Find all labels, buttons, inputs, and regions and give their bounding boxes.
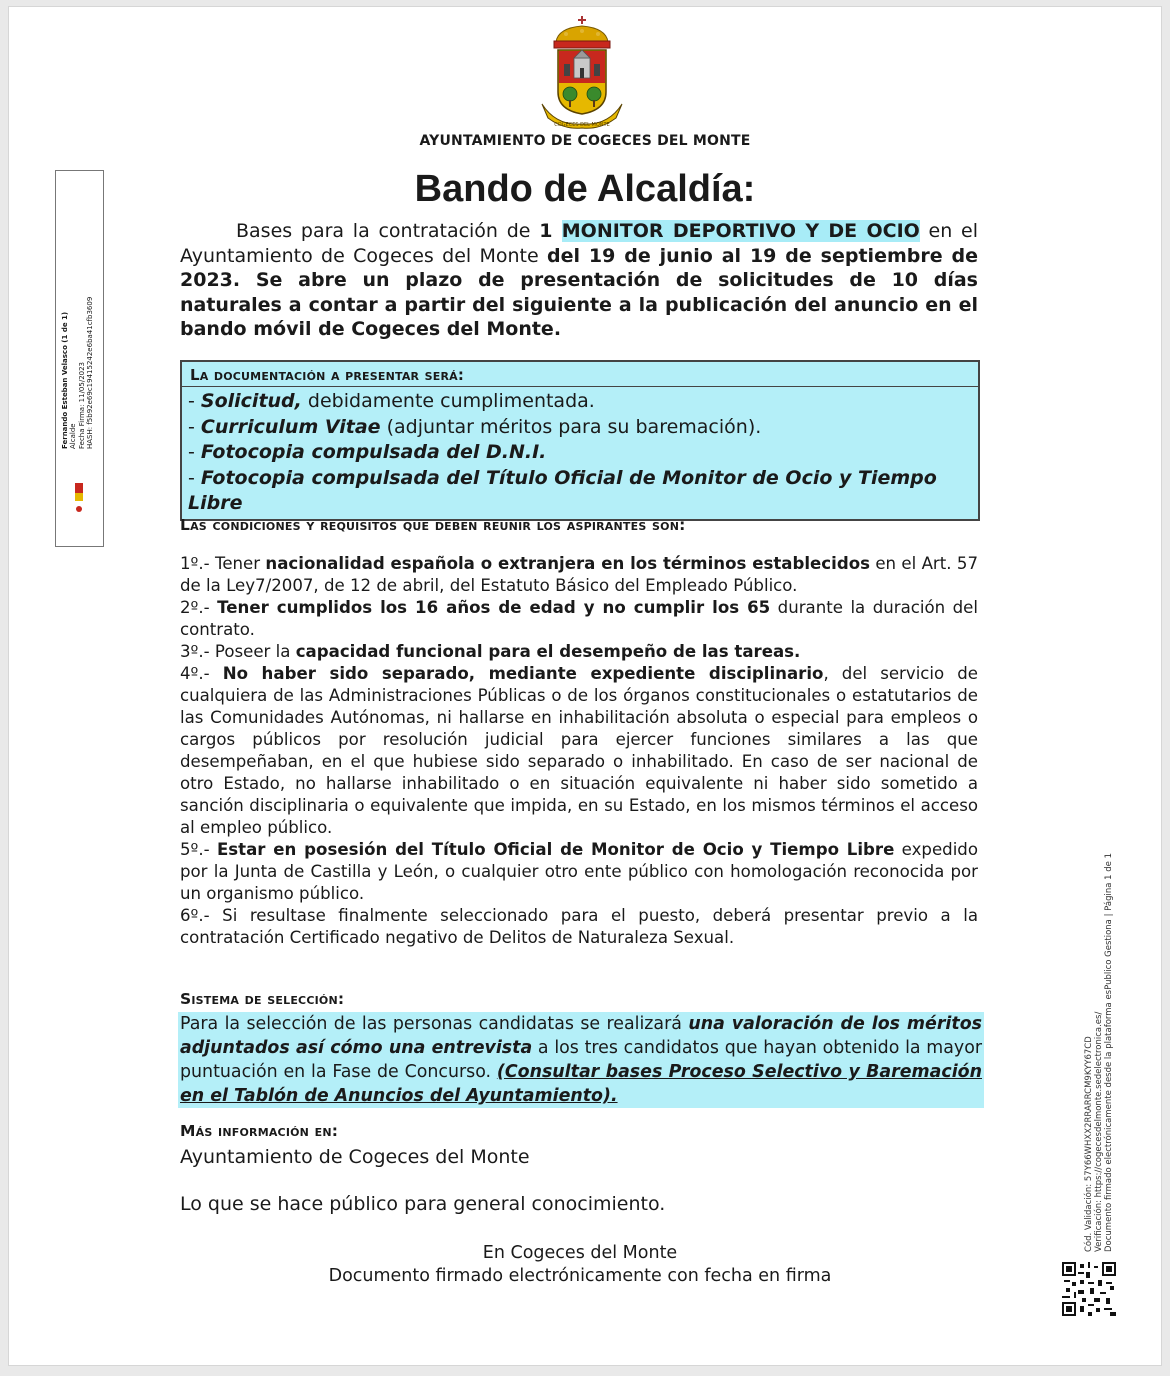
documentation-item-title: Solicitud, <box>200 390 302 412</box>
conditions-heading: Las condiciones y requisitos que deben reunir los aspirantes son: <box>180 516 686 534</box>
condition-item <box>180 663 978 839</box>
condition-key-requirement: nacionalidad española o extranjera en los términos establecidos <box>265 554 870 573</box>
condition-item <box>180 553 978 597</box>
condition-number: 5º.- <box>180 840 217 859</box>
selection-paragraph <box>178 1012 984 1108</box>
job-title-highlight <box>562 220 920 242</box>
town-hall-name: AYUNTAMIENTO DE COGECES DEL MONTE <box>419 133 751 149</box>
validation-platform: Documento firmado electrónicamente desde la plataforma esPublico Gestiona | Página 1 de 1 <box>1104 852 1114 1252</box>
condition-number: 3º.- <box>180 642 215 661</box>
documentation-item-title: Fotocopia compulsada del D.N.I. <box>200 441 547 463</box>
intro-dates: del 19 de junio al 19 de septiembre de 2023. Se abre un plazo de presentación de solicitudes de 10 días naturales a contar a partir del siguiente a la publicación del anuncio en el bando móvil de Cogeces del Monte. <box>180 244 979 340</box>
condition-text: Si resultase finalmente seleccionado para el puesto, deberá presentar previo a la contratación Certificado negativo de Delitos de Naturaleza Sexual. <box>180 906 978 947</box>
condition-key-requirement: No haber sido separado, mediante expediente disciplinario <box>222 664 824 683</box>
documentation-item-bullet: - <box>188 441 201 463</box>
job-title: MONITOR DEPORTIVO Y DE OCIO <box>561 220 920 242</box>
qr-code-icon[interactable] <box>1062 1262 1116 1316</box>
intro-text-1: Bases para la contratación de <box>236 220 540 242</box>
condition-number: 2º.- <box>180 598 218 617</box>
condition-text: , del servicio de cualquiera de las Administraciones Públicas o de los órganos constitucionales o estatutarios de las Comunidades Autónomas, ni hallarse en inhabilitación absoluta o especial para empleos o cargos públicos por resolución judicial para ejercer funciones similares a las que desempeñaban, en el que hubiese sido separado o inhabilitado. En caso de ser nacional de otro Estado, no hallarse inhabilitado o en situación equivalente ni haber sido sometido a sanción disciplinaria o equivalente que impida, en su Estado, en los mismos términos el acceso al empleo público. <box>180 664 979 837</box>
documentation-item-bullet: - <box>188 415 201 438</box>
condition-item <box>180 839 978 905</box>
intro-paragraph <box>180 219 978 342</box>
validation-code: Cód. Validación: 57Y66WHXX2RRARRCM9KYY67CD <box>1084 1036 1094 1252</box>
intro-text-2: en el Ayuntamiento de Cogeces del Monte <box>180 220 979 267</box>
condition-item <box>180 597 978 641</box>
selection-heading: Sistema de selección: <box>180 990 345 1008</box>
documentation-box <box>180 360 980 521</box>
documentation-item <box>188 466 972 517</box>
signature-note: Documento firmado electrónicamente con fecha en firma <box>328 1266 832 1286</box>
condition-key-requirement: Tener cumplidos los 16 años de edad y no cumplir los 65 <box>217 598 771 617</box>
documentation-item-note: (adjuntar méritos para su baremación). <box>380 415 762 438</box>
intro-count: 1 <box>539 220 562 242</box>
condition-text: durante la duración del contrato. <box>180 598 978 639</box>
documentation-item <box>188 440 972 466</box>
condition-item <box>180 641 978 663</box>
stamp-crest-icon <box>72 479 86 517</box>
documentation-item <box>188 415 972 441</box>
conditions-list <box>180 553 978 949</box>
documentation-item-note: debidamente cumplimentada. <box>301 390 595 412</box>
validation-url[interactable]: Verificación: https://cogecesdelmonte.sedelectronica.es/ <box>1094 1011 1104 1252</box>
condition-text: en el Art. 57 de la Ley7/2007, de 12 de abril, del Estatuto Básico del Empleado Público. <box>180 554 979 595</box>
stamp-date: Fecha Firma: 11/05/2023 <box>77 361 86 449</box>
validation-text <box>1084 853 1114 1252</box>
condition-key-requirement: capacidad funcional para el desempeño de las tareas. <box>295 642 801 661</box>
condition-item <box>180 905 978 949</box>
stamp-hash: HASH: f5b92e69c19415242e6ba41cfb3609 <box>86 296 95 449</box>
documentation-heading: La documentación a presentar será: <box>182 362 978 387</box>
svg-text:COGECES DEL MONTE: COGECES DEL MONTE <box>554 122 610 128</box>
condition-text: expedido por la Junta de Castilla y León, o cualquier otro ente público con homologación reconocida por un organismo público. <box>180 840 978 903</box>
condition-text: Tener <box>215 554 266 573</box>
document-title: Bando de Alcaldía: <box>414 168 756 210</box>
bases-reference-link[interactable]: (Consultar bases Proceso Selectivo y Baremación en el Tablón de Anuncios del Ayuntamiento). <box>180 1062 982 1106</box>
public-notice: Lo que se hace público para general conocimiento. <box>180 1193 666 1215</box>
coat-of-arms-icon <box>536 14 628 130</box>
condition-key-requirement: Estar en posesión del Título Oficial de Monitor de Ocio y Tiempo Libre <box>216 840 895 859</box>
condition-number: 4º.- <box>180 664 223 683</box>
selection-text-2: a los tres candidatos que hayan obtenido la mayor puntuación en la Fase de Concurso. <box>180 1038 982 1082</box>
documentation-item-bullet: - <box>188 466 201 489</box>
documentation-item-title: Fotocopia compulsada del Título Oficial de Monitor de Ocio y Tiempo Libre <box>188 466 937 514</box>
documentation-item-title: Curriculum Vitae <box>200 415 381 438</box>
selection-text-1: Para la selección de las personas candidatas se realizará <box>180 1014 689 1034</box>
documentation-item-bullet: - <box>188 390 201 412</box>
condition-number: 1º.- <box>180 554 215 573</box>
selection-method: una valoración de los méritos adjuntados así cómo una entrevista <box>180 1014 982 1058</box>
more-info-text: Ayuntamiento de Cogeces del Monte <box>180 1146 530 1168</box>
documentation-item <box>188 389 972 415</box>
documentation-list <box>182 387 978 519</box>
signature-place: En Cogeces del Monte <box>482 1243 678 1263</box>
condition-text: Poseer la <box>214 642 296 661</box>
stamp-text <box>61 297 95 449</box>
condition-number: 6º.- <box>180 906 223 925</box>
stamp-signer: Fernando Esteban Velasco (1 de 1) <box>61 311 69 449</box>
stamp-role: Alcalde <box>69 423 78 449</box>
more-info-heading: Más información en: <box>180 1122 339 1140</box>
signature-stamp <box>55 170 104 547</box>
